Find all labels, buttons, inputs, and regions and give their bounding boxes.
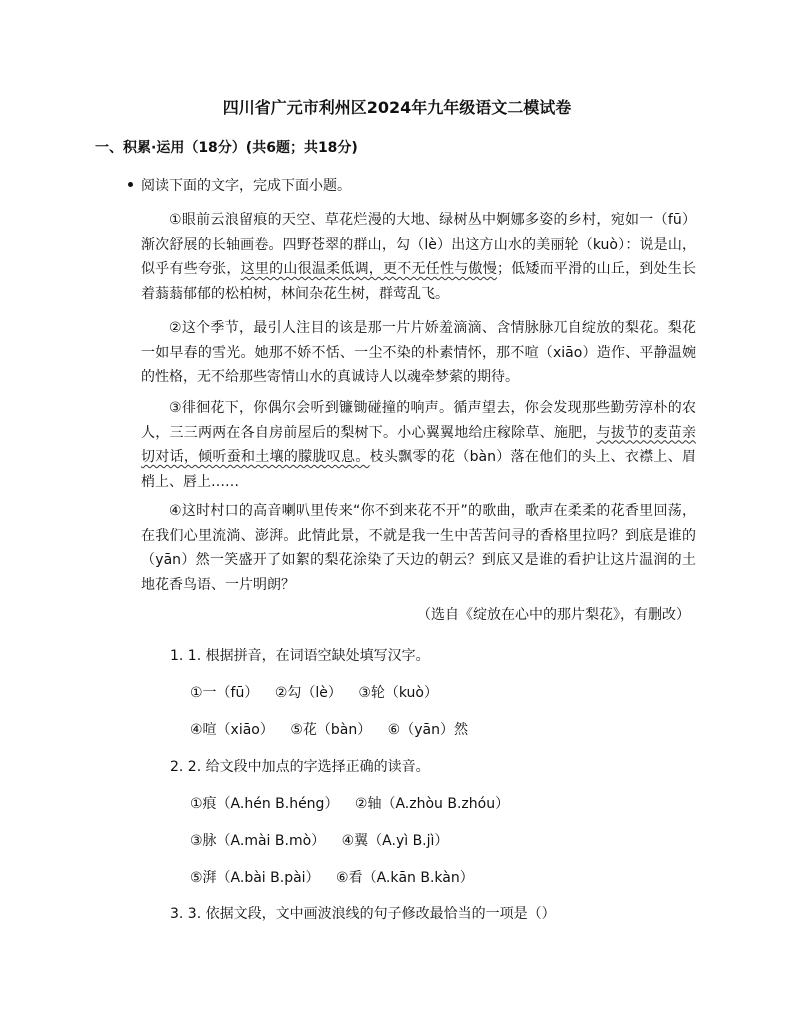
wavy-underlined-sentence-1: 这里的山很温柔低调，更不无任性与傲慢 (240, 261, 497, 277)
paragraph-3-text-b: 枝头飘零的花（bàn）落在他们的头上、衣襟上、眉梢上、唇上…… (141, 449, 696, 490)
q1-option: ④喧（xiāo） (190, 722, 274, 738)
question-3: 3. 3. 依据文段，文中画波浪线的句子修改最恰当的一项是（） (170, 906, 556, 922)
question-1-options-row-1 (190, 682, 450, 702)
bullet-icon (128, 182, 133, 187)
question-2-options-row-3 (190, 867, 486, 887)
intro-text: 阅读下面的文字，完成下面小题。 (141, 178, 351, 194)
paragraph-3 (141, 396, 696, 494)
question-1: 1. 1. 根据拼音，在词语空缺处填写汉字。 (170, 648, 430, 664)
q1-option: ②勾（lè） (274, 685, 342, 701)
q2-option: ⑤湃（A.bài B.pài） (190, 870, 320, 886)
q1-option: ③轮（kuò） (358, 685, 438, 701)
question-2-options-row-2 (190, 830, 460, 850)
section-heading: 一、积累·运用（18分）(共6题；共18分) (95, 140, 358, 156)
paragraph-2: ②这个季节，最引人注目的该是那一片片娇羞滴滴、含情脉脉兀自绽放的梨花。梨花一如早春的雪光。她那不娇不恬、一尘不染的朴素情怀，那不喧（xiāo）造作、平静温婉的性格，无不给那些寄情山水的真诚诗人以魂牵梦萦的期待。 (141, 320, 696, 385)
paragraph-3-text-a: ③徘徊花下，你偶尔会听到镰锄碰撞的响声。循声望去，你会发现那些勤劳淳朴的农人，三三两两在各自房前屋后的梨树下。小心翼翼地给庄稼除草、施肥， (141, 400, 696, 441)
q1-option: ⑤花（bàn） (290, 722, 372, 738)
question-1-options-row-2 (190, 719, 480, 739)
paragraph-1-text-a: ①眼前云浪留痕的天空、草花烂漫的大地、绿树丛中婀娜多姿的乡村，宛如一（fū）渐次舒展的长轴画卷。四野苍翠的群山，勾（lè）出这方山水的美丽轮（kuò）：说是山，似乎有些夸张， (141, 212, 696, 277)
page-title: 四川省广元市利州区2024年九年级语文二模试卷 (222, 98, 572, 117)
paragraph-1-text-b: ；低矮而平滑的山丘，到处生长着蓊蓊郁郁的松柏树，林间杂花生树，群莺乱飞。 (141, 261, 697, 302)
q2-option: ③脉（A.mài B.mò） (190, 833, 326, 849)
q2-option: ②轴（A.zhòu B.zhóu） (354, 796, 510, 812)
q2-option: ⑥看（A.kān B.kàn） (336, 870, 474, 886)
q1-option: ①一（fū） (190, 685, 259, 701)
reading-intro (128, 175, 351, 195)
wavy-underlined-sentence-2: 与拔节的麦苗亲切对话，倾听蚕和土壤的朦胧叹息。 (141, 424, 696, 465)
paragraph-4: ④这时村口的高音喇叭里传来“你不到来花不开”的歌曲，歌声在柔柔的花香里回荡，在我们心里流淌、澎湃。此情此景，不就是我一生中苦苦问寻的香格里拉吗？到底是谁的（yān）然一笑盛开了如絮的梨花涂染了天边的朝云？到底又是谁的看护让这片温润的土地花香鸟语、一片明朗？ (141, 503, 696, 593)
q1-option: ⑥（yān）然 (387, 722, 468, 738)
q2-option: ①痕（A.hén B.héng） (190, 796, 339, 812)
question-2: 2. 2. 给文段中加点的字选择正确的读音。 (170, 759, 430, 775)
source-citation: （选自《绽放在心中的那片梨花》，有删改） (417, 607, 690, 623)
q2-option: ④翼（A.yì B.jì） (341, 833, 449, 849)
question-2-options-row-1 (190, 793, 521, 813)
paragraph-1 (141, 208, 696, 306)
